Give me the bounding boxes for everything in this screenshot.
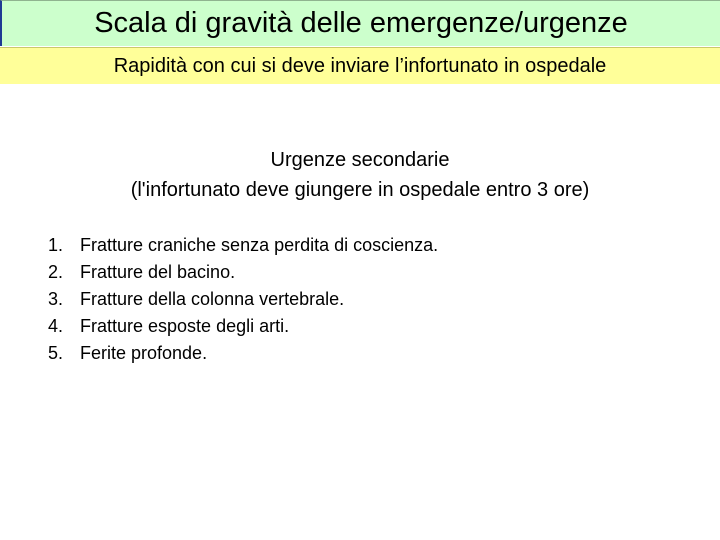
- section-title: Urgenze secondarie: [270, 149, 450, 171]
- list-item: [48, 259, 438, 286]
- list-item-text: Fratture esposte degli arti.: [80, 316, 290, 336]
- subtitle-bar: [0, 47, 720, 84]
- list-item: [48, 313, 438, 340]
- list-item-text: Fratture craniche senza perdita di coscienza.: [80, 235, 439, 255]
- page-title: Scala di gravità delle emergenze/urgenze: [94, 7, 628, 39]
- list-item-number: 5.: [48, 343, 64, 363]
- list-item: [48, 286, 438, 313]
- title-bar: [0, 0, 720, 46]
- list-item: [48, 340, 438, 367]
- list-item-number: 2.: [48, 262, 64, 282]
- list-item-text: Fratture del bacino.: [80, 262, 236, 282]
- list-item-number: 4.: [48, 316, 64, 336]
- list-item-text: Ferite profonde.: [80, 343, 208, 363]
- list-item-text: Fratture della colonna vertebrale.: [80, 289, 345, 309]
- section-subtitle: (l'infortunato deve giungere in ospedale entro 3 ore): [130, 179, 590, 201]
- page-subtitle: Rapidità con cui si deve inviare l’infortunato in ospedale: [113, 55, 607, 77]
- section-heading: [0, 145, 720, 205]
- numbered-list: [48, 232, 438, 367]
- list-item: [48, 232, 438, 259]
- list-item-number: 1.: [48, 235, 64, 255]
- list-item-number: 3.: [48, 289, 64, 309]
